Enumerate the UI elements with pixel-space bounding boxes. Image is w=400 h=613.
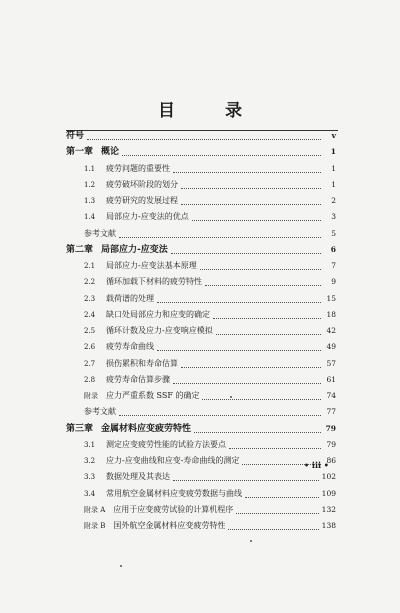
toc-entry (66, 291, 336, 307)
dot-leader (181, 203, 321, 205)
toc-entry-page: 79 (325, 423, 336, 433)
dot-leader (200, 268, 321, 270)
toc-entry-title: 疲劳寿命曲线 (106, 342, 154, 352)
page-title: 目 录 (158, 101, 264, 121)
toc-entry (66, 258, 336, 274)
toc-entry-title: 疲劳问题的重要性 (106, 163, 170, 173)
toc-entry-title: 国外航空金属材料应变疲劳特性 (113, 521, 226, 530)
dot-leader (122, 154, 321, 156)
toc-entry-number: 附录 (84, 392, 98, 400)
dot-leader (194, 431, 321, 433)
toc-entry (66, 128, 336, 144)
toc-entry (66, 388, 336, 404)
toc-entry-page: 109 (321, 488, 336, 498)
toc-entry-page: 1 (331, 179, 336, 189)
dot-leader (87, 138, 321, 140)
toc-entry-title: 应力-应变曲线和应变-寿命曲线的测定 (106, 456, 240, 465)
toc-entry (66, 421, 336, 437)
toc-entry-title: 金属材料应变疲劳特性 (101, 423, 192, 434)
toc-entry-page: 1 (331, 163, 336, 173)
toc-entry (66, 372, 336, 388)
dot-leader (213, 317, 321, 319)
toc-entry-page: 102 (321, 472, 336, 482)
toc-entry-number: 第一章 (66, 147, 94, 158)
dot-leader (181, 187, 321, 189)
toc-entry-number: 附录 B (84, 522, 106, 530)
toc-entry-page: 3 (331, 212, 336, 222)
toc-entry-title: 应力严重系数 SSF 的确定 (106, 391, 200, 400)
print-speck (230, 396, 232, 398)
toc-entry-title: 参考文献 (84, 407, 116, 417)
toc-entry-page: 74 (326, 391, 336, 400)
dot-leader (192, 219, 321, 221)
toc-entry-number: 第二章 (66, 244, 94, 255)
toc-entry-page: 2 (331, 196, 336, 205)
toc-entry-title: 循环计数及应力-应变响应模拟 (106, 326, 213, 335)
toc-entry (66, 486, 336, 502)
dot-leader (216, 333, 321, 335)
toc-entry-page: v (331, 131, 336, 140)
toc-entry (66, 404, 336, 420)
dot-leader (173, 382, 321, 384)
print-speck (120, 565, 122, 567)
dot-leader (173, 171, 321, 173)
toc-entry (66, 226, 336, 242)
toc-entry-page: 86 (326, 456, 336, 465)
toc-entry-page: 15 (326, 293, 336, 303)
toc-entry-number: 1.3 (84, 197, 96, 205)
print-speck (250, 540, 252, 542)
toc-entry (66, 356, 336, 372)
toc-entry-page: 6 (330, 244, 336, 254)
dot-leader (181, 366, 321, 368)
toc-entry-title: 损伤累积和寿命估算 (106, 358, 178, 368)
toc-entry-page: 61 (326, 374, 336, 384)
toc-entry (66, 453, 336, 469)
toc-entry (66, 518, 336, 534)
toc-entry-page: 18 (326, 309, 336, 319)
toc-entry-number: 3.3 (84, 473, 96, 482)
toc-entry-number: 2.6 (84, 343, 96, 352)
toc-entry-title: 局部应力-应变法基本原理 (106, 261, 197, 270)
toc-entry-number: 1.1 (84, 164, 96, 173)
toc-entry (66, 437, 336, 453)
toc-entry-title: 符号 (66, 131, 85, 141)
toc-entry-number: 1.2 (84, 180, 96, 189)
toc-entry-title: 疲劳破坏阶段的划分 (106, 179, 178, 189)
toc-entry-page: 5 (331, 228, 336, 238)
toc-entry-title: 数据处理及其表达 (106, 472, 170, 482)
toc-entry-number: 2.7 (84, 359, 96, 368)
toc-entry-title: 疲劳寿命估算步骤 (106, 374, 170, 384)
toc-entry-page: 132 (321, 504, 336, 514)
dot-leader (157, 301, 321, 303)
page-folio: • iii • (304, 460, 329, 470)
toc-entry-title: 局部应力-应变法的优点 (106, 212, 189, 222)
toc-entry-page: 49 (326, 342, 336, 352)
toc-entry-page: 57 (326, 358, 336, 368)
toc-entry (66, 469, 336, 485)
toc-entry-number: 3.2 (84, 457, 96, 465)
toc-entry (66, 209, 336, 225)
toc-entry (66, 339, 336, 355)
toc-entry (66, 144, 336, 160)
toc-entry (66, 323, 336, 339)
toc-entry (66, 161, 336, 177)
dot-leader (173, 479, 319, 481)
dot-leader (157, 349, 321, 351)
dot-leader (119, 414, 321, 416)
dot-leader (119, 236, 321, 238)
toc-entry-number: 2.3 (84, 294, 96, 303)
toc-entry (66, 274, 336, 290)
toc-entry-title: 概论 (101, 147, 120, 158)
toc-entry-page: 138 (321, 521, 336, 530)
dot-leader (202, 398, 321, 400)
toc-entry (66, 307, 336, 323)
toc-entry-title: 循环加载下材料的疲劳特性 (106, 277, 202, 287)
toc-entry-number: 2.4 (84, 310, 96, 319)
toc-entry-number: 2.2 (84, 278, 96, 287)
dot-leader (205, 284, 321, 286)
toc-entry-number: 3.4 (84, 489, 96, 498)
dot-leader (236, 512, 318, 514)
toc-entry-page: 1 (330, 147, 336, 157)
dot-leader (228, 528, 318, 530)
toc-entry (66, 177, 336, 193)
toc-entry-number: 附录 A (84, 505, 106, 514)
dot-leader (245, 496, 319, 498)
toc-entry-number: 2.8 (84, 375, 96, 384)
toc-entry-title: 测定应变疲劳性能的试验方法要点 (106, 439, 226, 449)
toc-entry-title: 载荷谱的处理 (106, 293, 154, 303)
toc-entry-title: 常用航空金属材料应变疲劳数据与曲线 (106, 488, 242, 498)
toc-entry-page: 7 (331, 261, 336, 270)
toc-entry-number: 3.1 (84, 440, 96, 449)
toc-entry-number: 1.4 (84, 213, 96, 222)
toc-entry (66, 242, 336, 258)
toc-entry-title: 参考文献 (84, 228, 116, 238)
toc-entry-page: 42 (326, 326, 336, 335)
dot-leader (229, 447, 321, 449)
toc-entry-number: 2.5 (84, 327, 96, 335)
toc-entry-title: 缺口处局部应力和应变的确定 (106, 309, 210, 319)
dot-leader (171, 252, 321, 254)
toc-entry-title: 疲劳研究的发展过程 (106, 196, 178, 205)
table-of-contents (66, 128, 336, 534)
toc-entry-title: 局部应力-应变法 (101, 244, 168, 255)
toc-entry-number: 2.1 (84, 262, 96, 270)
toc-entry-page: 9 (331, 277, 336, 287)
toc-entry-title: 应用于应变疲劳试验的计算机程序 (113, 504, 234, 514)
toc-entry (66, 193, 336, 209)
toc-entry-number: 第三章 (66, 423, 94, 434)
toc-entry-page: 79 (326, 439, 336, 449)
toc-entry-page: 77 (326, 407, 336, 417)
toc-entry (66, 502, 336, 518)
